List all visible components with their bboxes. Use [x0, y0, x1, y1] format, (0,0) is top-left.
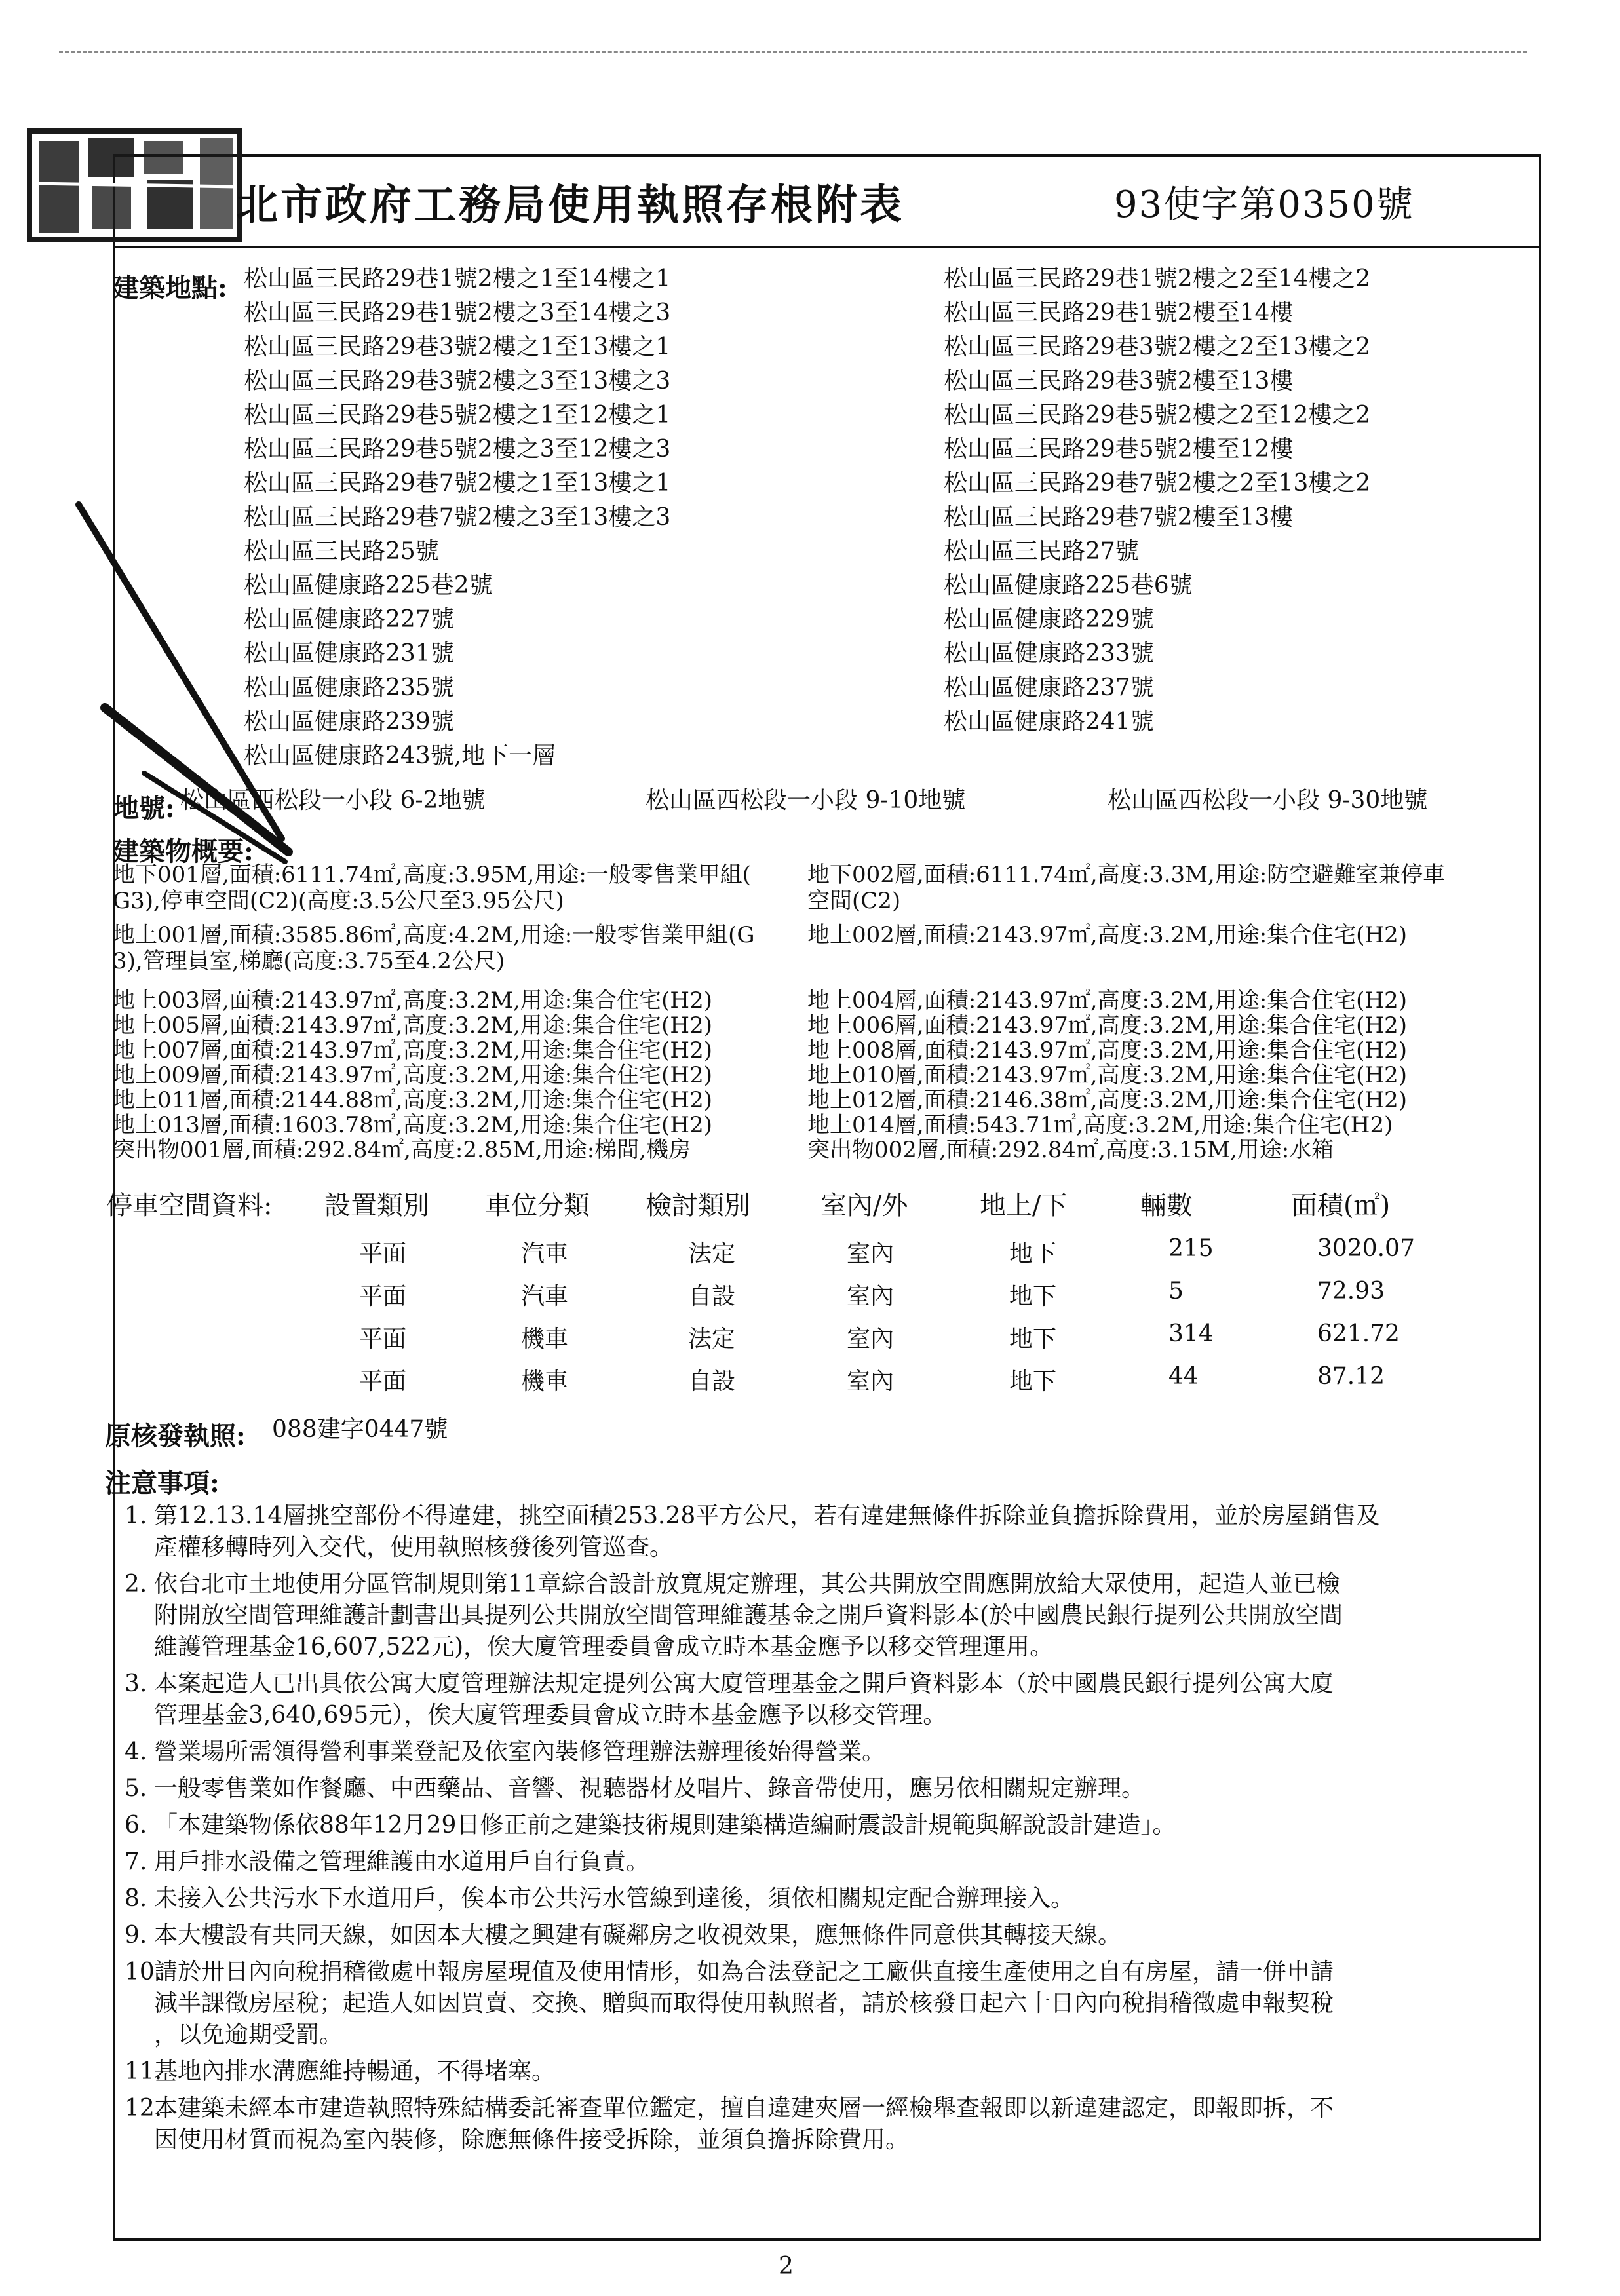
- note-line: 依台北市土地使用分區管制規則第11章綜合設計放寬規定辦理，其公共開放空間應開放給大眾使用，起造人並已檢: [154, 1571, 1340, 1598]
- note-number: 9.: [125, 1922, 147, 1949]
- note-line: ，以免逾期受罰。: [154, 2021, 343, 2048]
- floor-row: 地上013層,面積:1603.78㎡,高度:3.2M,用途:集合住宅(H2): [113, 1112, 712, 1138]
- address-item: 松山區三民路29巷7號2樓之3至13樓之3: [244, 504, 671, 531]
- note-item: [125, 1668, 1507, 1731]
- note-line: 減半課徵房屋稅；起造人如因買賣、交換、贈與而取得使用執照者，請於核發日起六十日內向稅捐稽徵處申報契稅: [154, 1990, 1334, 2017]
- floor-2: 地上002層,面積:2143.97㎡,高度:3.2M,用途:集合住宅(H2): [807, 922, 1407, 948]
- parking-cell: 室內: [847, 1240, 895, 1267]
- address-list-right: [944, 262, 1370, 739]
- address-label: 建築地點:: [113, 273, 227, 303]
- floor-row: 地上008層,面積:2143.97㎡,高度:3.2M,用途:集合住宅(H2): [807, 1037, 1407, 1063]
- note-item: [125, 2056, 1507, 2088]
- parking-header: 設置類別: [324, 1191, 429, 1221]
- note-line: 第12.13.14層挑空部份不得違建，挑空面積253.28平方公尺，若有違建無條件拆除並負擔拆除費用，並於房屋銷售及: [154, 1502, 1380, 1529]
- parking-cell: 機車: [521, 1326, 569, 1352]
- parking-cell: 平面: [359, 1326, 407, 1352]
- lot-number: 松山區西松段一小段 6-2地號: [180, 787, 486, 814]
- note-number: 12.: [125, 2095, 163, 2122]
- note-number: 3.: [125, 1670, 147, 1697]
- note-item: [125, 1736, 1507, 1768]
- address-item: 松山區健康路235號: [244, 674, 454, 701]
- parking-cell: 室內: [847, 1368, 895, 1395]
- address-item: 松山區健康路237號: [944, 674, 1154, 701]
- notes-label: 注意事項:: [105, 1468, 220, 1499]
- floor-row: 地上006層,面積:2143.97㎡,高度:3.2M,用途:集合住宅(H2): [807, 1012, 1407, 1039]
- floor-list-right: [807, 988, 1407, 1162]
- floor-1-cont: 3),管理員室,梯廳(高度:3.75至4.2公尺): [113, 948, 505, 974]
- lot-label: 地號:: [113, 793, 175, 824]
- parking-cell: 室內: [847, 1326, 895, 1352]
- floor-row: 地上004層,面積:2143.97㎡,高度:3.2M,用途:集合住宅(H2): [807, 987, 1407, 1014]
- floor-1: 地上001層,面積:3585.86㎡,高度:4.2M,用途:一般零售業甲組(G: [113, 922, 755, 948]
- note-line: 未接入公共污水下水道用戶，俟本市公共污水管線到達後，須依相關規定配合辦理接入。: [154, 1885, 1075, 1912]
- parking-cell: 室內: [847, 1283, 895, 1310]
- seal-stamp-icon: [26, 118, 242, 249]
- page-number: 2: [779, 2253, 794, 2280]
- address-item: 松山區健康路225巷2號: [244, 572, 493, 599]
- floor-row: 地上009層,面積:2143.97㎡,高度:3.2M,用途:集合住宅(H2): [113, 1062, 712, 1088]
- note-number: 4.: [125, 1738, 147, 1765]
- floor-row: 地上012層,面積:2146.38㎡,高度:3.2M,用途:集合住宅(H2): [807, 1087, 1407, 1113]
- note-line: 因使用材質而視為室內裝修，除應無條件接受拆除，並須負擔拆除費用。: [154, 2126, 910, 2153]
- floor-row: 地上005層,面積:2143.97㎡,高度:3.2M,用途:集合住宅(H2): [113, 1012, 712, 1039]
- floor-row: 突出物001層,面積:292.84㎡,高度:2.85M,用途:梯間,機房: [113, 1137, 691, 1163]
- parking-cell: 法定: [688, 1326, 736, 1352]
- parking-label: 停車空間資料:: [106, 1191, 273, 1221]
- note-line: 營業場所需領得營利事業登記及依室內裝修管理辦法辦理後始得營業。: [154, 1738, 886, 1765]
- note-item: [125, 1920, 1507, 1951]
- address-item: 松山區健康路225巷6號: [944, 572, 1193, 599]
- parking-cell: 法定: [688, 1240, 736, 1267]
- note-line: 維護管理基金16,607,522元)，俟大廈管理委員會成立時本基金應予以移交管理運用。: [154, 1634, 1054, 1660]
- address-item: 松山區健康路241號: [944, 708, 1154, 735]
- address-item: 松山區三民路29巷5號2樓至12樓: [944, 436, 1294, 463]
- note-number: 11.: [125, 2058, 163, 2085]
- address-item: 松山區三民路29巷5號2樓之2至12樓之2: [944, 402, 1371, 429]
- parking-cell: 地下: [1009, 1283, 1057, 1310]
- floor-b1: 地下001層,面積:6111.74㎡,高度:3.95M,用途:一般零售業甲組(: [113, 862, 752, 888]
- note-number: 8.: [125, 1885, 147, 1912]
- note-number: 2.: [125, 1571, 147, 1598]
- note-number: 1.: [125, 1502, 147, 1529]
- note-line: 請於卅日內向稅捐稽徵處申報房屋現值及使用情形，如為合法登記之工廠供直接生產使用之自有房屋，請一併申請: [154, 1959, 1334, 1985]
- address-item: 松山區三民路25號: [244, 538, 439, 565]
- note-line: 本案起造人已出具依公寓大廈管理辦法規定提列公寓大廈管理基金之開戶資料影本（於中國農民銀行提列公寓大廈: [154, 1670, 1334, 1697]
- note-item: [125, 1883, 1507, 1915]
- note-line: 本建築未經本市建造執照特殊結構委託審查單位鑑定，擅自違建夾層一經檢舉查報即以新違建認定，即報即拆，不: [154, 2095, 1334, 2122]
- note-line: 基地內排水溝應維持暢通，不得堵塞。: [154, 2058, 556, 2085]
- handwritten-mark-icon: [66, 498, 301, 865]
- address-item: 松山區三民路29巷3號2樓之3至13樓之3: [244, 368, 671, 394]
- floor-row: 突出物002層,面積:292.84㎡,高度:3.15M,用途:水箱: [807, 1137, 1334, 1163]
- address-item: 松山區健康路229號: [944, 606, 1154, 633]
- parking-cell: 平面: [359, 1368, 407, 1395]
- floor-row: 地上007層,面積:2143.97㎡,高度:3.2M,用途:集合住宅(H2): [113, 1037, 712, 1063]
- note-item: [125, 1846, 1507, 1878]
- parking-cell: 621.72: [1317, 1320, 1400, 1347]
- parking-header: 檢討類別: [646, 1191, 750, 1221]
- address-item: 松山區健康路233號: [944, 640, 1154, 667]
- parking-cell: 314: [1168, 1320, 1214, 1347]
- address-item: 松山區三民路29巷3號2樓至13樓: [944, 368, 1294, 394]
- address-item: 松山區三民路29巷1號2樓之1至14樓之1: [244, 265, 671, 292]
- note-number: 6.: [125, 1812, 147, 1839]
- note-number: 7.: [125, 1848, 147, 1875]
- lot-number: 松山區西松段一小段 9-30地號: [1108, 787, 1428, 814]
- page-title: 北市政府工務局使用執照存根附表: [236, 181, 904, 230]
- address-item: 松山區三民路29巷1號2樓至14樓: [944, 299, 1294, 326]
- note-item: [125, 2093, 1507, 2156]
- parking-cell: 44: [1168, 1363, 1199, 1390]
- note-item: [125, 1569, 1507, 1663]
- parking-header: 地上/下: [980, 1191, 1068, 1221]
- note-line: 附開放空間管理維護計劃書出具提列公共開放空間管理維護基金之開戶資料影本(於中國農民銀行提列公共開放空間: [154, 1602, 1343, 1629]
- original-permit-label: 原核發執照:: [105, 1421, 246, 1451]
- address-item: 松山區三民路29巷7號2樓之2至13樓之2: [944, 470, 1371, 497]
- parking-cell: 地下: [1009, 1326, 1057, 1352]
- parking-cell: 72.93: [1317, 1278, 1385, 1305]
- address-item: 松山區健康路227號: [244, 606, 454, 633]
- address-item: 松山區三民路29巷1號2樓之3至14樓之3: [244, 299, 671, 326]
- floor-b1-cont: G3),停車空間(C2)(高度:3.5公尺至3.95公尺): [113, 888, 564, 914]
- note-line: 「本建築物係依88年12月29日修正前之建築技術規則建築構造編耐震設計規範與解說設計建造」。: [154, 1812, 1176, 1839]
- parking-cell: 地下: [1009, 1240, 1057, 1267]
- original-permit-value: 088建字0447號: [272, 1416, 448, 1443]
- floor-list-left: [113, 988, 712, 1162]
- floor-b2: 地下002層,面積:6111.74㎡,高度:3.3M,用途:防空避難室兼停車: [807, 862, 1446, 888]
- note-item: [125, 1957, 1507, 2051]
- parking-header: 室內/外: [820, 1191, 908, 1221]
- address-item: 松山區三民路29巷7號2樓至13樓: [944, 504, 1294, 531]
- address-item: 松山區健康路231號: [244, 640, 454, 667]
- address-item: 松山區健康路239號: [244, 708, 454, 735]
- note-line: 本大樓設有共同天線，如因本大樓之興建有礙鄰房之收視效果，應無條件同意供其轉接天線。: [154, 1922, 1122, 1949]
- parking-cell: 機車: [521, 1368, 569, 1395]
- parking-cell: 自設: [688, 1283, 736, 1310]
- parking-cell: 87.12: [1317, 1363, 1385, 1390]
- floor-row: 地上014層,面積:543.71㎡,高度:3.2M,用途:集合住宅(H2): [807, 1112, 1393, 1138]
- address-item: 松山區健康路243號,地下一層: [244, 742, 556, 769]
- parking-cell: 215: [1168, 1235, 1214, 1262]
- address-item: 松山區三民路29巷7號2樓之1至13樓之1: [244, 470, 671, 497]
- address-item: 松山區三民路29巷5號2樓之3至12樓之3: [244, 436, 671, 463]
- parking-cell: 3020.07: [1317, 1235, 1415, 1262]
- address-item: 松山區三民路29巷1號2樓之2至14樓之2: [944, 265, 1371, 292]
- overview-label: 建築物概要:: [113, 836, 254, 867]
- note-line: 產權移轉時列入交代，使用執照核發後列管巡查。: [154, 1534, 674, 1561]
- parking-cell: 平面: [359, 1240, 407, 1267]
- note-item: [125, 1773, 1507, 1805]
- parking-header: 輛數: [1140, 1191, 1193, 1221]
- parking-header: 車位分類: [485, 1191, 590, 1221]
- note-line: 用戶排水設備之管理維護由水道用戶自行負責。: [154, 1848, 650, 1875]
- note-line: 一般零售業如作餐廳、中西藥品、音響、視聽器材及唱片、錄音帶使用，應另依相關規定辦理。: [154, 1775, 1146, 1802]
- document-number: 93使字第0350號: [1114, 183, 1414, 226]
- note-number: 5.: [125, 1775, 147, 1802]
- parking-cell: 汽車: [521, 1240, 569, 1267]
- address-item: 松山區三民路29巷5號2樓之1至12樓之1: [244, 402, 671, 429]
- floor-row: 地上003層,面積:2143.97㎡,高度:3.2M,用途:集合住宅(H2): [113, 987, 712, 1014]
- address-item: 松山區三民路27號: [944, 538, 1139, 565]
- note-item: [125, 1501, 1507, 1563]
- scan-dashed-line: [59, 51, 1527, 53]
- address-item: 松山區三民路29巷3號2樓之1至13樓之1: [244, 334, 671, 360]
- floor-row: 地上010層,面積:2143.97㎡,高度:3.2M,用途:集合住宅(H2): [807, 1062, 1407, 1088]
- floor-row: 地上011層,面積:2144.88㎡,高度:3.2M,用途:集合住宅(H2): [113, 1087, 712, 1113]
- note-item: [125, 1810, 1507, 1841]
- parking-cell: 平面: [359, 1283, 407, 1310]
- floor-b2-cont: 空間(C2): [807, 888, 901, 914]
- address-list-left: [244, 262, 670, 773]
- note-number: 10.: [125, 1959, 163, 1985]
- lot-number: 松山區西松段一小段 9-10地號: [646, 787, 966, 814]
- parking-cell: 汽車: [521, 1283, 569, 1310]
- address-item: 松山區三民路29巷3號2樓之2至13樓之2: [944, 334, 1371, 360]
- title-divider: [113, 246, 1541, 248]
- parking-header: 面積(㎡): [1291, 1191, 1391, 1221]
- parking-cell: 5: [1168, 1278, 1184, 1305]
- parking-cell: 地下: [1009, 1368, 1057, 1395]
- parking-cell: 自設: [688, 1368, 736, 1395]
- note-line: 管理基金3,640,695元），俟大廈管理委員會成立時本基金應予以移交管理。: [154, 1702, 947, 1729]
